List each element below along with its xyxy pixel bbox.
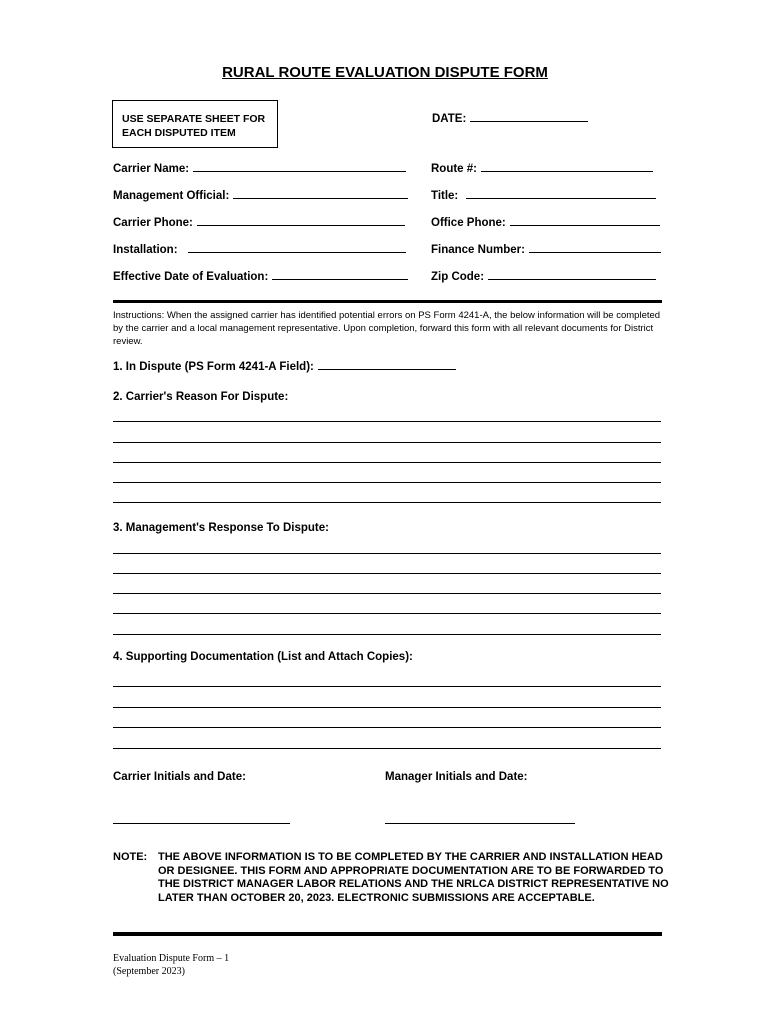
management-response-heading: 3. Management's Response To Dispute: (113, 522, 329, 534)
title-line[interactable] (466, 188, 656, 199)
supporting-docs-heading: 4. Supporting Documentation (List and Attach Copies): (113, 651, 413, 663)
installation-line[interactable] (188, 242, 406, 253)
carrier-name-line[interactable] (193, 161, 406, 172)
route-field[interactable] (431, 161, 653, 175)
separate-sheet-note: USE SEPARATE SHEET FOR EACH DISPUTED ITEM (112, 100, 278, 148)
zip-code-label: Zip Code: (431, 271, 485, 283)
footer-date: (September 2023) (113, 966, 185, 977)
carrier-phone-line[interactable] (197, 215, 405, 226)
installation-label: Installation: (113, 244, 178, 256)
route-line[interactable] (481, 161, 653, 172)
in-dispute-label: 1. In Dispute (PS Form 4241-A Field): (113, 361, 314, 373)
form-title: RURAL ROUTE EVALUATION DISPUTE FORM (222, 64, 548, 81)
management-response-line[interactable] (113, 634, 661, 635)
office-phone-line[interactable] (510, 215, 660, 226)
management-response-line[interactable] (113, 553, 661, 554)
carrier-initials-label: Carrier Initials and Date: (113, 771, 246, 783)
supporting-docs-line[interactable] (113, 707, 661, 708)
date-field[interactable] (432, 111, 588, 125)
finance-number-label: Finance Number: (431, 244, 525, 256)
carrier-signature-line[interactable] (113, 823, 290, 824)
effective-date-line[interactable] (272, 269, 408, 280)
management-official-label: Management Official: (113, 190, 230, 202)
instructions: Instructions: When the assigned carrier has identified potential errors on PS Form 4241-A, the below information will be completed by the carrier and a local management representative. Upon completion, forward this form with all relevant documents for District review. (113, 310, 661, 347)
divider-bottom (113, 932, 662, 936)
zip-code-line[interactable] (488, 269, 656, 280)
management-response-line[interactable] (113, 593, 661, 594)
carrier-name-label: Carrier Name: (113, 163, 190, 175)
footer-form-name: Evaluation Dispute Form – 1 (113, 953, 230, 964)
office-phone-label: Office Phone: (431, 217, 506, 229)
in-dispute-field[interactable] (113, 359, 456, 373)
route-label: Route #: (431, 163, 477, 175)
title-field[interactable] (431, 188, 656, 202)
divider-top (113, 300, 662, 303)
zip-code-field[interactable] (431, 269, 656, 283)
supporting-docs-line[interactable] (113, 727, 661, 728)
manager-signature-line[interactable] (385, 823, 575, 824)
management-official-line[interactable] (233, 188, 408, 199)
submission-note (113, 851, 673, 905)
carrier-phone-label: Carrier Phone: (113, 217, 193, 229)
effective-date-label: Effective Date of Evaluation: (113, 271, 269, 283)
note-text: THE ABOVE INFORMATION IS TO BE COMPLETED BY THE CARRIER AND INSTALLATION HEAD OR DESIGNEE. THIS FORM AND APPROPRIATE DOCUMENTATION ARE TO BE FORWARDED TO THE DISTRICT MANAGER LABOR RELATIONS AND THE NRLCA DISTRICT REPRESENTATIVE NO LATER THAN OCTOBER 20, 2023. ELECTRONIC SUBMISSIONS ARE ACCEPTABLE. (158, 851, 669, 904)
carrier-reason-line[interactable] (113, 462, 661, 463)
supporting-docs-line[interactable] (113, 748, 661, 749)
title-label: Title: (431, 190, 459, 202)
carrier-name-field[interactable] (113, 161, 406, 175)
carrier-reason-heading: 2. Carrier's Reason For Dispute: (113, 391, 289, 403)
management-response-line[interactable] (113, 613, 661, 614)
note-tag: NOTE: (113, 851, 148, 863)
effective-date-field[interactable] (113, 269, 408, 283)
date-label: DATE: (432, 113, 467, 125)
carrier-reason-line[interactable] (113, 482, 661, 483)
finance-number-field[interactable] (431, 242, 661, 256)
manager-initials-label: Manager Initials and Date: (385, 771, 528, 783)
carrier-reason-line[interactable] (113, 442, 661, 443)
office-phone-field[interactable] (431, 215, 660, 229)
supporting-docs-line[interactable] (113, 686, 661, 687)
footer (113, 952, 229, 978)
carrier-phone-field[interactable] (113, 215, 405, 229)
carrier-reason-line[interactable] (113, 421, 661, 422)
finance-number-line[interactable] (529, 242, 661, 253)
installation-field[interactable] (113, 242, 406, 256)
management-official-field[interactable] (113, 188, 408, 202)
carrier-reason-line[interactable] (113, 502, 661, 503)
in-dispute-line[interactable] (318, 359, 456, 370)
date-line[interactable] (470, 111, 588, 122)
management-response-line[interactable] (113, 573, 661, 574)
